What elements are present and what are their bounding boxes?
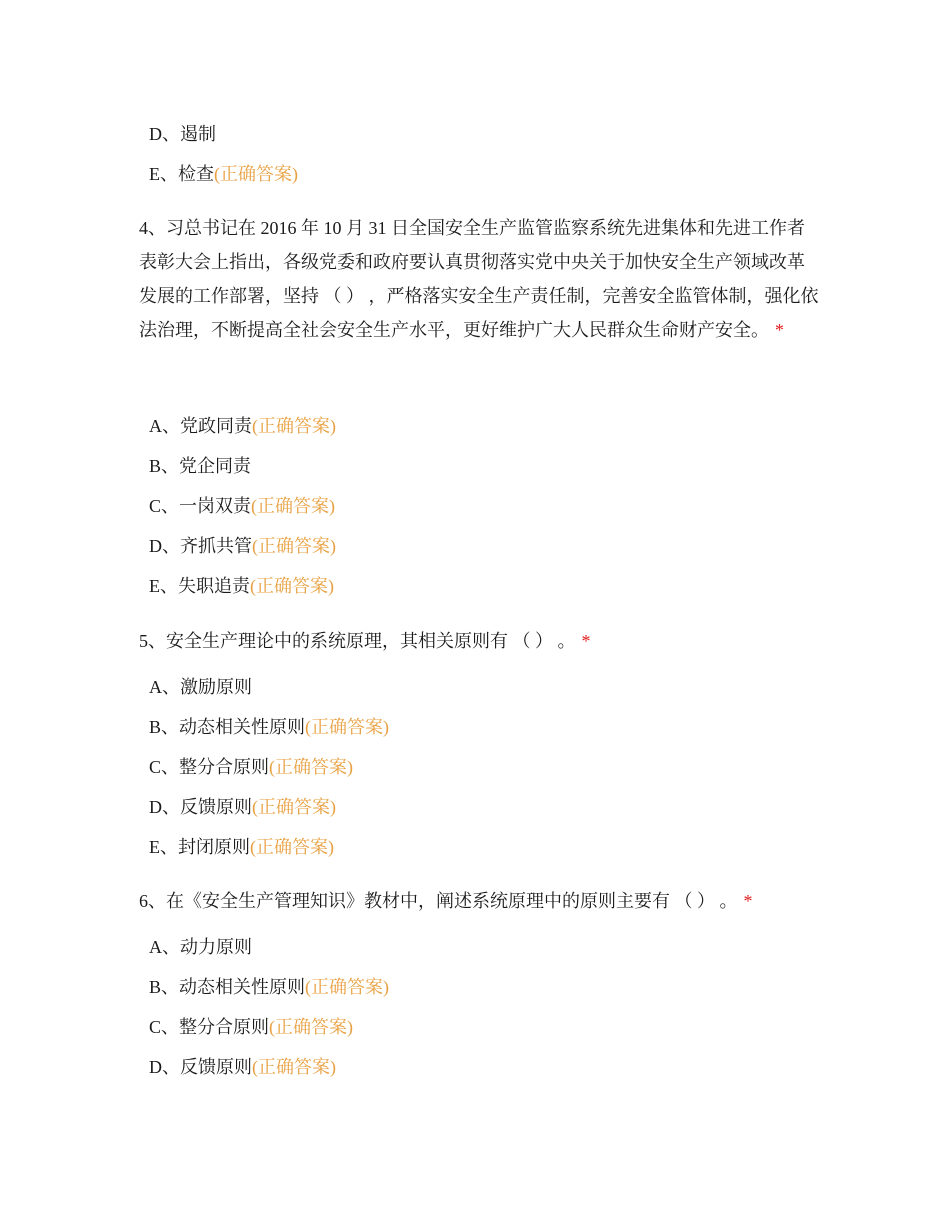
q3-option-d <box>149 122 216 146</box>
required-marker: * <box>743 891 753 911</box>
option-label: D、齐抓共管 <box>149 536 252 556</box>
q6-option-b <box>149 975 389 999</box>
q5-question <box>139 629 591 653</box>
option-label: B、动态相关性原则 <box>149 717 306 737</box>
q5-option-a <box>149 675 252 699</box>
option-label: A、党政同责 <box>149 416 252 436</box>
option-label: A、动力原则 <box>149 937 252 957</box>
option-label: D、反馈原则 <box>149 797 252 817</box>
q4-option-e <box>149 574 334 598</box>
q6-option-c <box>149 1015 353 1039</box>
correct-answer-marker: (正确答案) <box>252 416 336 436</box>
option-label: C、一岗双责 <box>149 496 252 516</box>
required-marker: * <box>775 320 784 340</box>
q4-question <box>139 211 819 347</box>
q4-option-b <box>149 454 251 478</box>
correct-answer-marker: (正确答案) <box>250 576 334 596</box>
q5-option-d <box>149 795 336 819</box>
option-label: A、激励原则 <box>149 677 252 697</box>
q3-option-e <box>149 162 298 186</box>
correct-answer-marker: (正确答案) <box>305 717 390 737</box>
correct-answer-marker: (正确答案) <box>250 837 334 857</box>
option-label: D、遏制 <box>149 124 216 144</box>
correct-answer-marker: (正确答案) <box>252 1057 336 1077</box>
correct-answer-marker: (正确答案) <box>305 977 390 997</box>
q4-option-d <box>149 534 336 558</box>
correct-answer-marker: (正确答案) <box>269 757 354 777</box>
question-text: 6、在《安全生产管理知识》教材中，阐述系统原理中的原则主要有 （ ） 。 <box>139 891 738 911</box>
q6-option-a <box>149 935 252 959</box>
correct-answer-marker: (正确答案) <box>269 1017 354 1037</box>
question-text: 5、安全生产理论中的系统原理，其相关原则有 （ ） 。 <box>139 631 576 651</box>
correct-answer-marker: (正确答案) <box>214 164 298 184</box>
q5-option-b <box>149 715 389 739</box>
option-label: C、整分合原则 <box>149 757 270 777</box>
correct-answer-marker: (正确答案) <box>252 797 336 817</box>
q4-option-c <box>149 494 335 518</box>
question-text: 4、习总书记在 2016 年 10 月 31 日全国安全生产监管监察系统先进集体和先进工作者表彰大会上指出，各级党委和政府要认真贯彻落实党中央关于加快安全生产领域改革发展的工作部署，坚持 （ ） ，严格落实安全生产责任制，完善安全监管体制，强化依法治理，不断提高全社会安全生产水平，更好维护广大人民群众生命财产安全。 <box>139 218 819 340</box>
option-label: D、反馈原则 <box>149 1057 252 1077</box>
required-marker: * <box>581 631 591 651</box>
option-label: E、封闭原则 <box>149 837 250 857</box>
option-label: E、检查 <box>149 164 214 184</box>
correct-answer-marker: (正确答案) <box>251 496 336 516</box>
q5-option-e <box>149 835 334 859</box>
option-label: E、失职追责 <box>149 576 250 596</box>
option-label: B、党企同责 <box>149 456 252 476</box>
q5-option-c <box>149 755 353 779</box>
option-label: B、动态相关性原则 <box>149 977 306 997</box>
q6-option-d <box>149 1055 336 1079</box>
q6-question <box>139 889 753 913</box>
correct-answer-marker: (正确答案) <box>252 536 336 556</box>
option-label: C、整分合原则 <box>149 1017 270 1037</box>
q4-option-a <box>149 414 336 438</box>
